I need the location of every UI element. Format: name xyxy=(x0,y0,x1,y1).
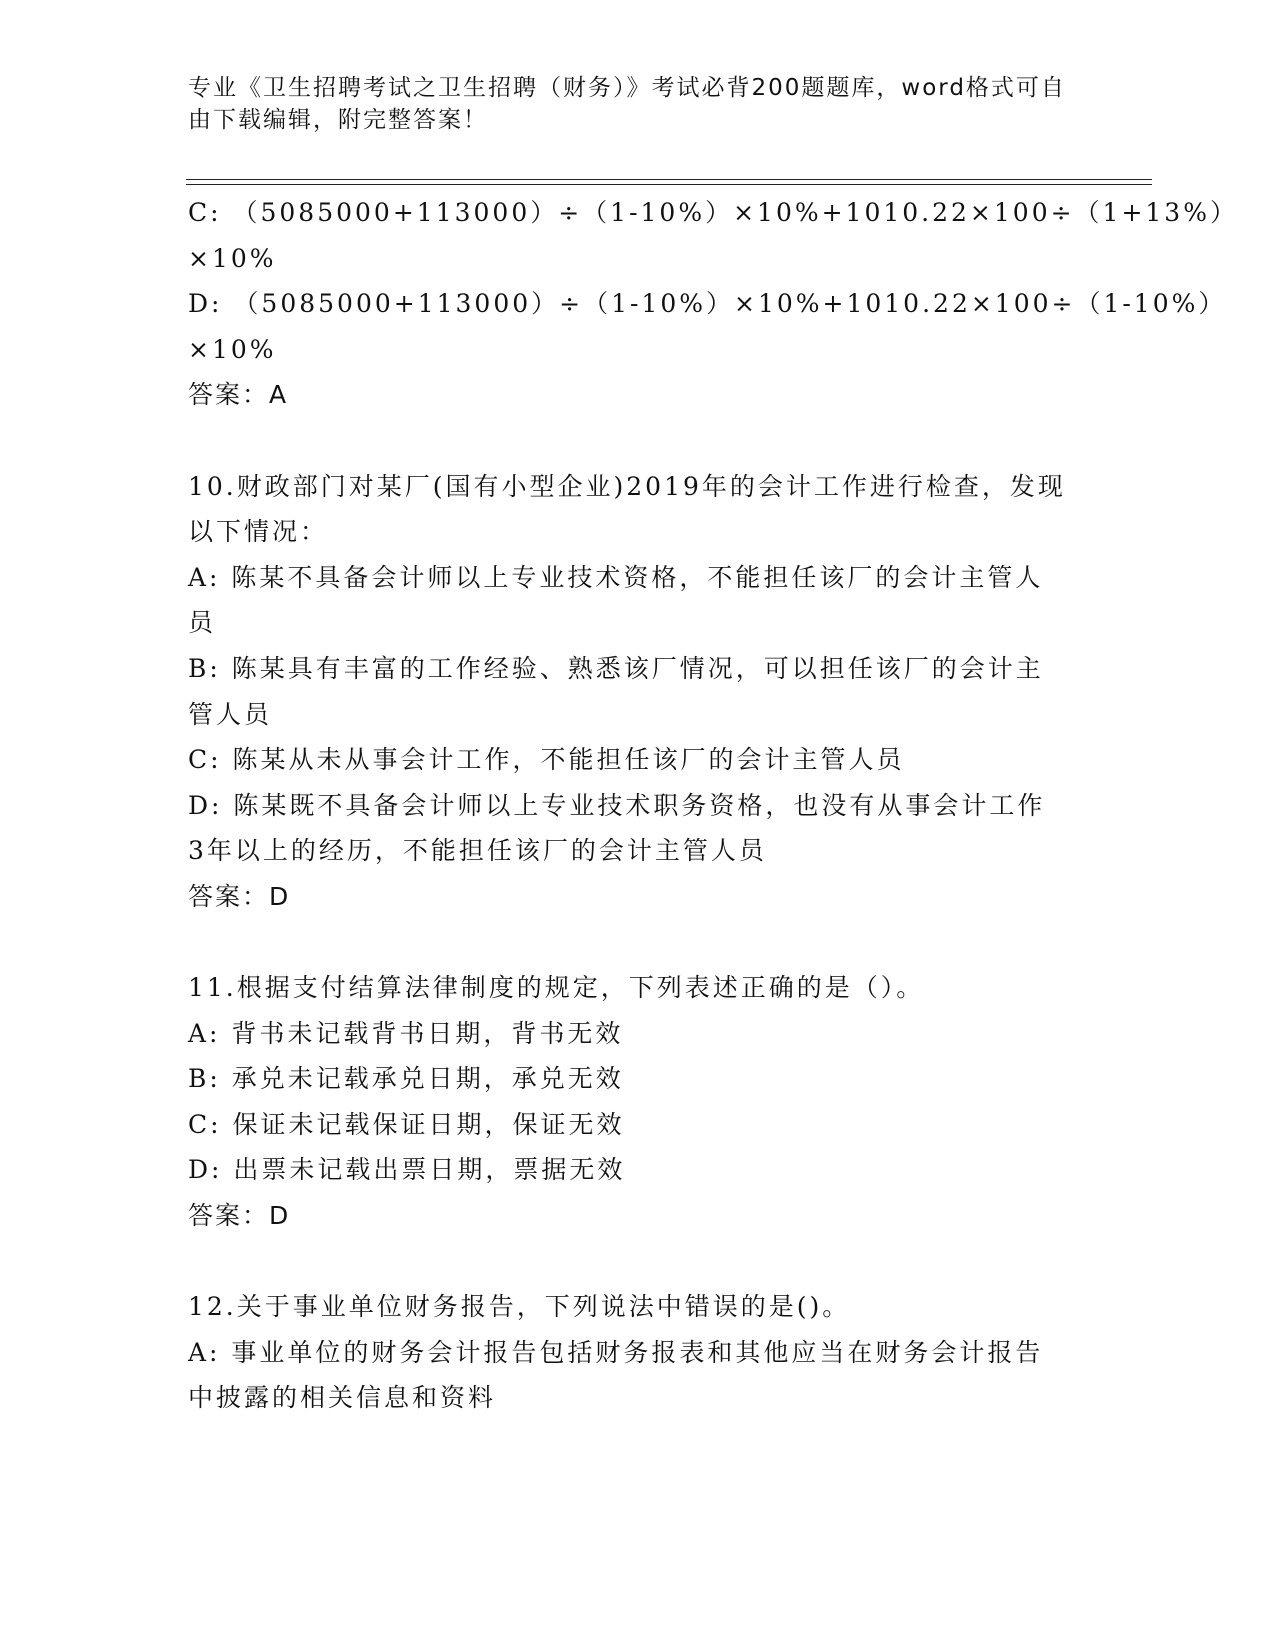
option-d-line-2: ×10% xyxy=(188,334,277,364)
option-c: C: 陈某从未从事会计工作，不能担任该厂的会计主管人员 xyxy=(188,745,905,775)
previous-question-tail xyxy=(188,190,1238,418)
option-a-line-1: A: 陈某不具备会计师以上专业技术资格，不能担任该厂的会计主管人 xyxy=(188,562,1044,592)
question-12 xyxy=(188,1284,1088,1421)
option-b-line-2: 管人员 xyxy=(188,699,273,729)
question-stem-line-2: 以下情况： xyxy=(188,517,329,547)
header-divider-bottom xyxy=(186,184,1152,185)
option-a: A: 背书未记载背书日期，背书无效 xyxy=(188,1018,624,1048)
answer-line: 答案：D xyxy=(188,1201,291,1231)
option-d-line-1: D: （5085000+113000）÷（1-10%）×10%+1010.22×100÷（1-10%） xyxy=(188,289,1227,319)
question-11 xyxy=(188,965,1088,1239)
option-a-line-1: A: 事业单位的财务会计报告包括财务报表和其他应当在财务会计报告 xyxy=(188,1337,1044,1367)
question-stem-line-1: 10.财政部门对某厂(国有小型企业)2019年的会计工作进行检查，发现 xyxy=(188,471,1066,501)
option-d-line-1: D: 陈某既不具备会计师以上专业技术职务资格，也没有从事会计工作 xyxy=(188,790,1046,820)
option-c: C: 保证未记载保证日期，保证无效 xyxy=(188,1109,625,1139)
option-a-line-2: 中披露的相关信息和资料 xyxy=(188,1383,497,1413)
option-d-line-2: 3年以上的经历，不能担任该厂的会计主管人员 xyxy=(188,836,767,866)
option-b-line-1: B: 陈某具有丰富的工作经验、熟悉该厂情况，可以担任该厂的会计主 xyxy=(188,653,1044,683)
option-d: D: 出票未记载出票日期，票据无效 xyxy=(188,1155,626,1185)
document-header xyxy=(188,72,1088,136)
header-divider-top xyxy=(186,179,1152,180)
option-b: B: 承兑未记载承兑日期，承兑无效 xyxy=(188,1064,624,1094)
spacer xyxy=(188,418,1088,464)
document-body xyxy=(188,190,1238,1421)
option-a-line-2: 员 xyxy=(188,608,217,638)
header-title-line-2: 由下载编辑，附完整答案！ xyxy=(188,107,488,133)
spacer xyxy=(188,1239,1088,1285)
answer-line: 答案：D xyxy=(188,881,291,911)
question-10 xyxy=(188,464,1088,920)
option-c-line-1: C: （5085000+113000）÷（1-10%）×10%+1010.22×100÷（1+13%） xyxy=(188,198,1238,227)
option-c-line-2: ×10% xyxy=(188,243,277,273)
question-stem: 11.根据支付结算法律制度的规定，下列表述正确的是（）。 xyxy=(188,973,925,1003)
answer-line: 答案：A xyxy=(188,380,289,410)
spacer xyxy=(188,920,1088,966)
question-stem: 12.关于事业单位财务报告，下列说法中错误的是()。 xyxy=(188,1292,851,1322)
header-title-line-1: 专业《卫生招聘考试之卫生招聘（财务）》考试必背200题题库，word格式可自 xyxy=(188,75,1066,101)
